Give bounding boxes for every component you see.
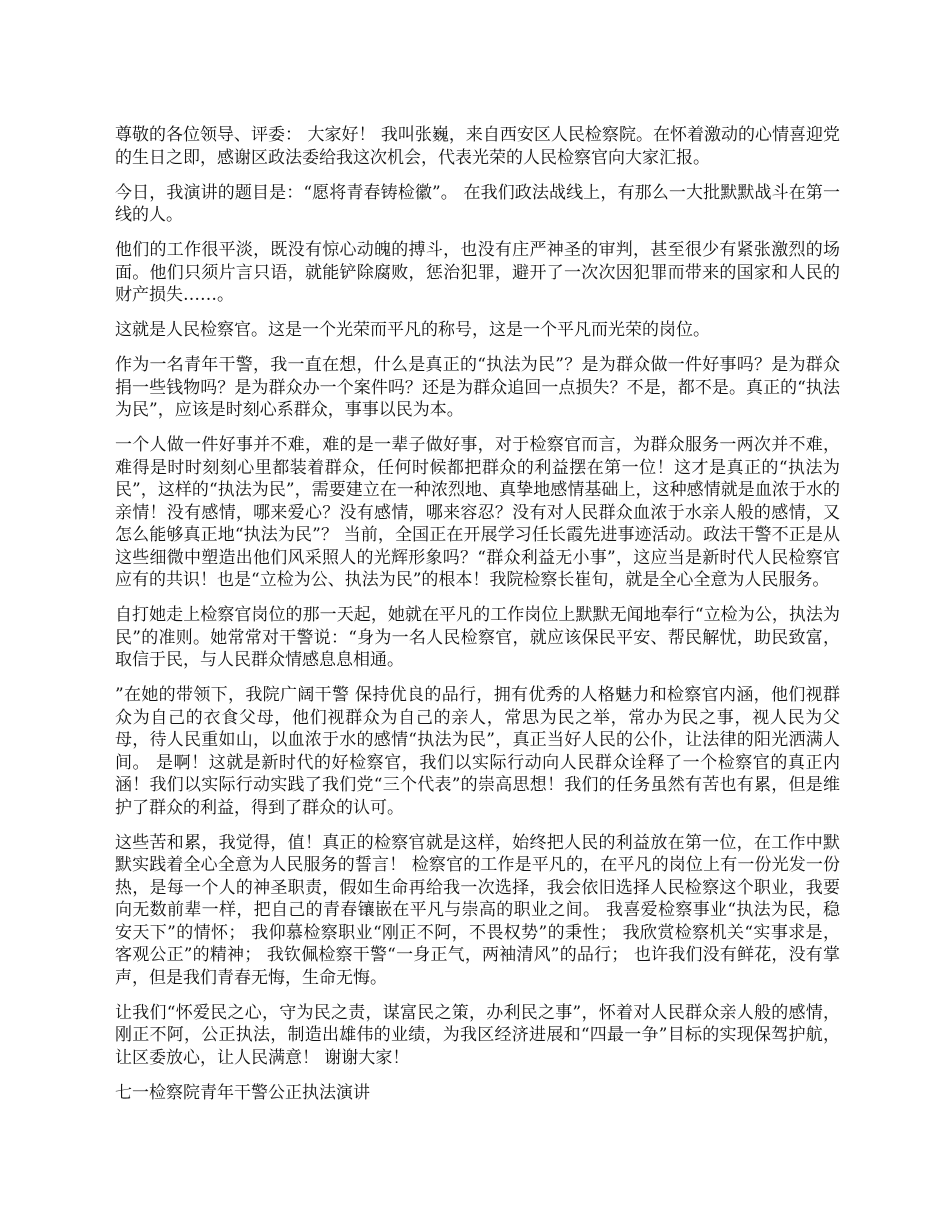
- paragraph-law-for-people: 作为一名青年干警，我一直在想，什么是真正的“执法为民”？是为群众做一件好事吗？是为群众捐一些钱物吗？是为群众办一个案件吗？还是为群众追回一点损失？不是，都不是。真正的“执法为民”，应该是时刻心系群众，事事以民为本。: [115, 355, 840, 420]
- paragraph-worth-it: 这些苦和累，我觉得，值！真正的检察官就是这样，始终把人民的利益放在第一位，在工作中默默实践着全心全意为人民服务的誓言！ 检察官的工作是平凡的，在平凡的岗位上有一份光发一份热，是每一个人的神圣职责，假如生命再给我一次选择，我会依旧选择人民检察这个职业，我要向无数前辈一样，把自己的青春镶嵌在平凡与崇高的职业之间。 我喜爱检察事业“执法为民，稳安天下”的情怀； 我仰慕检察职业“刚正不阿，不畏权势”的秉性； 我欣赏检察机关“实事求是，客观公正”的精神； 我钦佩检察干警“一身正气，两袖清风”的品行； 也许我们没有鲜花，没有掌声，但是我们青春无悔，生命无悔。: [115, 832, 840, 988]
- paragraph-prosecutor-identity: 这就是人民检察官。这是一个光荣而平凡的称号，这是一个平凡而光荣的岗位。: [115, 320, 710, 340]
- paragraph-good-deeds: 一个人做一件好事并不难，难的是一辈子做好事，对于检察官而言，为群众服务一两次并不难，难得是时时刻刻心里都装着群众，任何时候都把群众的利益摆在第一位！这才是真正的“执法为民”，这样的“执法为民”，需要建立在一种浓烈地、真挚地感情基础上，这种感情就是血浓于水的亲情！没有感情，哪来爱心？没有感情，哪来容忍？没有对人民群众血浓于水亲人般的感情，又怎么能够真正地“执法为民”？ 当前，全国正在开展学习任长霞先进事迹活动。政法干警不正是从这些细微中塑造出他们风采照人的光辉形象吗？“群众利益无小事”，这应当是新时代人民检察官应有的共识！也是“立检为公、执法为民”的根本！我院检察长崔旬，就是全心全意为人民服务。: [115, 435, 840, 590]
- paragraph-title-footer: 七一检察院青年干警公正执法演讲: [115, 1082, 370, 1103]
- paragraph-closing: 让我们“怀爱民之心，守为民之责，谋富民之策，办利民之事”，怀着对人民群众亲人般的感情，刚正不阿，公正执法，制造出雄伟的业绩，为我区经济进展和“四最一争”目标的实现保驾护航，让区委放心，让人民满意！ 谢谢大家！: [115, 1002, 840, 1068]
- paragraph-topic: 今日，我演讲的题目是：“愿将青春铸检徽”。 在我们政法战线上，有那么一大批默默战斗在第一线的人。: [115, 182, 840, 225]
- paragraph-leadership: ”在她的带领下，我院广阔干警 保持优良的品行，拥有优秀的人格魅力和检察官内涵，他们视群众为自己的衣食父母，他们视群众为自己的亲人，常思为民之举，常办为民之事，视人民为父母，待人民重如山，以血浓于水的感情“执法为民”，真正当好人民的公仆，让法律的阳光洒满人间。 是啊！这就是新时代的好检察官，我们以实际行动向人民群众诠释了一个检察官的真正内涵！我们以实际行动实践了我们党“三个代表”的崇高思想！我们的任务虽然有苦也有累，但是维护了群众的利益，得到了群众的认可。: [115, 685, 840, 818]
- paragraph-work-description: 他们的工作很平淡，既没有惊心动魄的搏斗，也没有庄严神圣的审判，甚至很少有紧张激烈的场面。他们只须片言只语，就能铲除腐败，惩治犯罪，避开了一次次因犯罪而带来的国家和人民的财产损失……。: [115, 240, 840, 305]
- paragraph-principle: 自打她走上检察官岗位的那一天起，她就在平凡的工作岗位上默默无闻地奉行“立检为公，执法为民”的准则。她常常对干警说：“身为一名人民检察官，就应该保民平安、帮民解忧，助民致富，取信于民，与人民群众情感息息相通。: [115, 605, 840, 670]
- paragraph-greeting: 尊敬的各位领导、评委： 大家好！ 我叫张巍，来自西安区人民检察院。在怀着激动的心情喜迎党的生日之即，感谢区政法委给我这次机会，代表光荣的人民检察官向大家汇报。: [115, 125, 840, 168]
- document-body: [115, 124, 840, 1117]
